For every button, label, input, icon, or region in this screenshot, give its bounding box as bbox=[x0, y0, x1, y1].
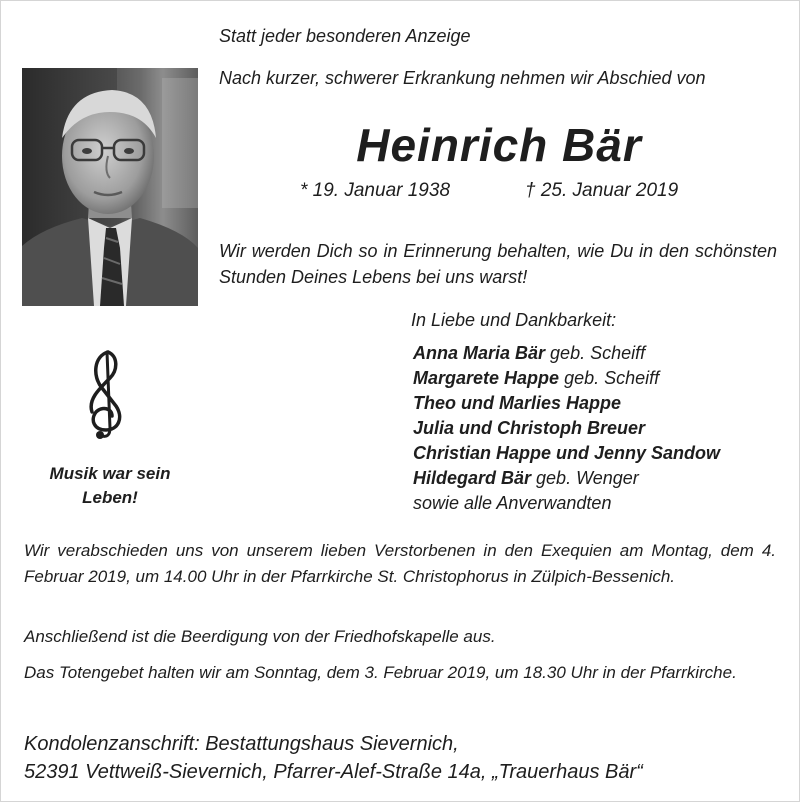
music-caption-line2: Leben! bbox=[82, 488, 138, 507]
mourner-name: Christian Happe und Jenny Sandow bbox=[413, 443, 721, 463]
condolence-address bbox=[24, 730, 643, 786]
exequien-paragraph: Wir verabschieden uns von unserem lieben Verstorbenen in den Exequien am Montag, dem 4. Februar 2019, um 14.00 Uhr in der Pfarrkirche St. Christophorus in Zülpich-Bessenich. bbox=[24, 541, 776, 586]
gratitude-heading: In Liebe und Dankbarkeit: bbox=[411, 310, 617, 330]
condolence-line1: Kondolenzanschrift: Bestattungshaus Sievernich, bbox=[24, 733, 459, 755]
list-item bbox=[413, 391, 720, 416]
death-date: † 25. Januar 2019 bbox=[525, 180, 679, 201]
list-item bbox=[413, 366, 720, 391]
prayer-paragraph: Das Totengebet halten wir am Sonntag, dem 3. Februar 2019, um 18.30 Uhr in der Pfarrkirche. bbox=[24, 663, 737, 682]
mourner-suffix: geb. Scheiff bbox=[545, 343, 646, 363]
mourner-suffix: geb. Wenger bbox=[531, 468, 639, 488]
burial-paragraph: Anschließend ist die Beerdigung von der Friedhofskapelle aus. bbox=[24, 627, 496, 646]
music-caption bbox=[20, 462, 200, 510]
list-item bbox=[413, 441, 720, 466]
condolence-line2: 52391 Vettweiß-Sievernich, Pfarrer-Alef-Straße 14a, „Trauerhaus Bär“ bbox=[24, 761, 643, 783]
mourners-list bbox=[413, 341, 720, 516]
mourner-name: Theo und Marlies Happe bbox=[413, 393, 622, 413]
deceased-name: Heinrich Bär bbox=[356, 119, 642, 171]
list-item bbox=[413, 341, 720, 366]
list-item bbox=[413, 466, 720, 491]
treble-clef-icon bbox=[64, 346, 150, 440]
memory-text: Wir werden Dich so in Erinnerung behalten, wie Du in den schönsten Stunden Deines Lebens bei uns warst! bbox=[219, 241, 777, 287]
announcement-line: Nach kurzer, schwerer Erkrankung nehmen wir Abschied von bbox=[219, 68, 706, 88]
mourner-name: Julia und Christoph Breuer bbox=[413, 418, 646, 438]
birth-date: * 19. Januar 1938 bbox=[300, 180, 451, 201]
mourner-suffix: geb. Scheiff bbox=[559, 368, 660, 388]
mourners-closing: sowie alle Anverwandten bbox=[413, 493, 612, 513]
mourner-name: Margarete Happe bbox=[413, 368, 560, 388]
intro-line: Statt jeder besonderen Anzeige bbox=[219, 26, 471, 46]
list-item bbox=[413, 416, 720, 441]
mourner-name: Anna Maria Bär bbox=[413, 343, 546, 363]
portrait-photo bbox=[22, 68, 198, 306]
music-caption-line1: Musik war sein bbox=[49, 464, 171, 483]
mourner-name: Hildegard Bär bbox=[413, 468, 532, 488]
